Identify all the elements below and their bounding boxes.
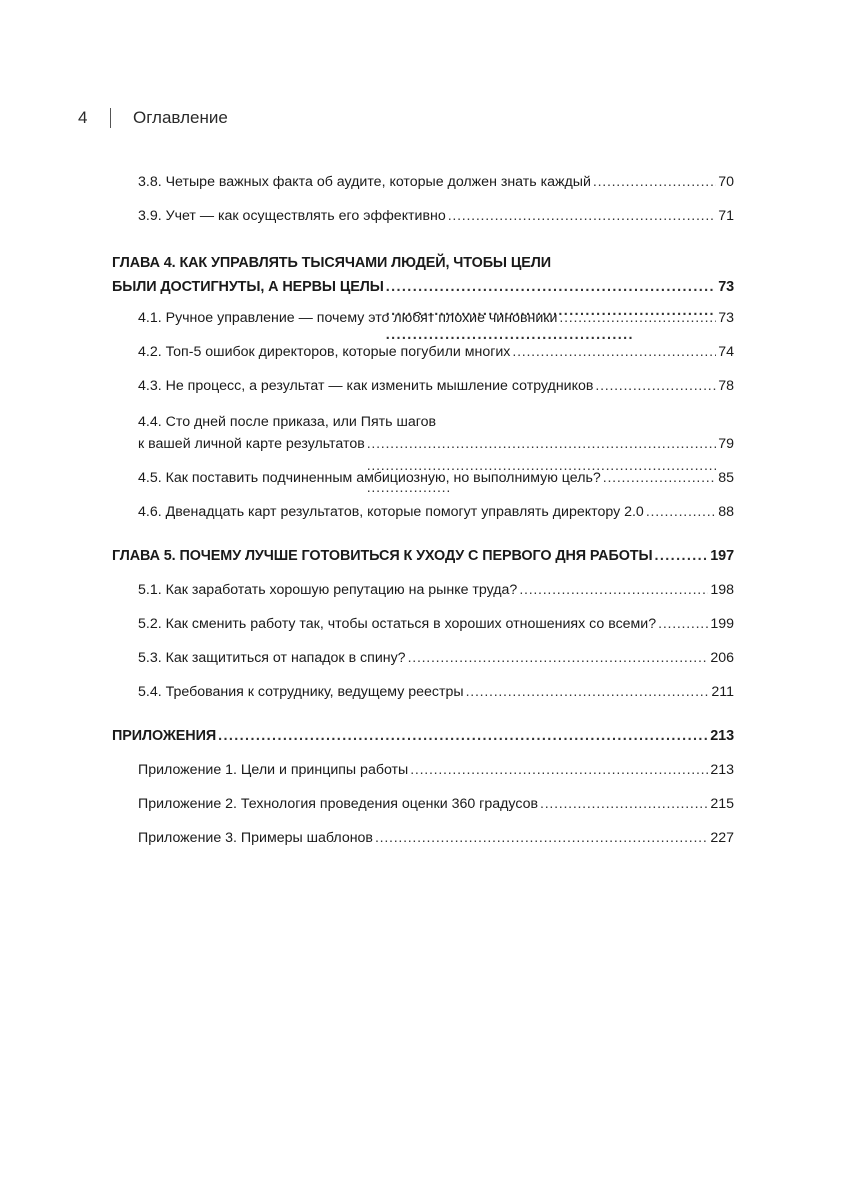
table-of-contents bbox=[112, 171, 734, 861]
dot-leader bbox=[408, 647, 709, 669]
dot-leader bbox=[595, 375, 716, 397]
toc-entry-title: 3.9. Учет — как осуществлять его эффективно bbox=[138, 208, 446, 224]
dot-leader bbox=[466, 681, 710, 703]
toc-entry-5-3[interactable] bbox=[112, 647, 734, 681]
toc-entry-title: 5.4. Требования к сотруднику, ведущему реестры bbox=[138, 684, 464, 700]
toc-entry-page: 215 bbox=[710, 796, 734, 812]
toc-chapter-page: 213 bbox=[710, 728, 734, 744]
toc-entry-5-4[interactable] bbox=[112, 681, 734, 715]
toc-entry-page: 79 bbox=[718, 436, 734, 452]
toc-entry-page: 206 bbox=[710, 650, 734, 666]
toc-entry-title: 5.1. Как заработать хорошую репутацию на рынке труда? bbox=[138, 582, 518, 598]
toc-entry-title: 4.6. Двенадцать карт результатов, которые помогут управлять директору 2.0 bbox=[138, 504, 644, 520]
header-divider bbox=[110, 108, 111, 128]
toc-chapter-title-line1: ГЛАВА 4. КАК УПРАВЛЯТЬ ТЫСЯЧАМИ ЛЮДЕЙ, ЧТОБЫ ЦЕЛИ bbox=[112, 255, 551, 271]
toc-appendix-1[interactable] bbox=[112, 759, 734, 793]
toc-chapter-5[interactable] bbox=[112, 545, 734, 579]
toc-entry-title-line2: к вашей личной карте результатов bbox=[138, 436, 365, 452]
toc-entry-title-line1: 4.4. Сто дней после приказа, или Пять шагов bbox=[138, 414, 437, 430]
section-title: Оглавление bbox=[133, 108, 228, 127]
toc-entry-page: 74 bbox=[718, 344, 734, 360]
toc-entry-page: 71 bbox=[718, 208, 734, 224]
toc-entry-4-6[interactable] bbox=[112, 501, 734, 535]
toc-entry-title: 4.2. Топ-5 ошибок директоров, которые погубили многих bbox=[138, 344, 511, 360]
toc-entry-page: 70 bbox=[718, 174, 734, 190]
toc-entry-page: 227 bbox=[710, 830, 734, 846]
dot-leader bbox=[654, 545, 708, 567]
toc-entry-5-1[interactable] bbox=[112, 579, 734, 613]
dot-leader bbox=[367, 433, 716, 499]
toc-chapter-page: 73 bbox=[718, 279, 734, 295]
toc-chapter-4[interactable] bbox=[112, 251, 734, 307]
toc-entry-title: Приложение 1. Цели и принципы работы bbox=[138, 762, 409, 778]
toc-entry-5-2[interactable] bbox=[112, 613, 734, 647]
dot-leader bbox=[218, 725, 708, 747]
toc-entry-title: 4.3. Не процесс, а результат — как изменить мышление сотрудников bbox=[138, 378, 594, 394]
dot-leader bbox=[512, 341, 716, 363]
page-header bbox=[78, 106, 228, 130]
toc-entry-title: 5.2. Как сменить работу так, чтобы остаться в хороших отношениях со всеми? bbox=[138, 616, 657, 632]
toc-entry-page: 198 bbox=[710, 582, 734, 598]
toc-entry-3-8[interactable] bbox=[112, 171, 734, 205]
toc-entry-page: 78 bbox=[718, 378, 734, 394]
dot-leader bbox=[593, 171, 716, 193]
toc-chapter-page: 197 bbox=[710, 548, 734, 564]
toc-entry-4-4[interactable] bbox=[112, 411, 734, 467]
toc-entry-page: 213 bbox=[710, 762, 734, 778]
toc-entry-page: 199 bbox=[710, 616, 734, 632]
toc-entry-4-2[interactable] bbox=[112, 341, 734, 375]
toc-entry-title: 3.8. Четыре важных факта об аудите, которые должен знать каждый bbox=[138, 174, 591, 190]
toc-entry-page: 88 bbox=[718, 504, 734, 520]
toc-entry-page: 211 bbox=[711, 684, 734, 700]
toc-entry-4-3[interactable] bbox=[112, 375, 734, 409]
dot-leader bbox=[540, 793, 708, 815]
toc-entry-page: 73 bbox=[718, 310, 734, 326]
toc-chapter-title-line2: БЫЛИ ДОСТИГНУТЫ, А НЕРВЫ ЦЕЛЫ bbox=[112, 279, 384, 295]
toc-entry-title: Приложение 2. Технология проведения оценки 360 градусов bbox=[138, 796, 539, 812]
toc-entry-title: Приложение 3. Примеры шаблонов bbox=[138, 830, 373, 846]
toc-chapter-title: ПРИЛОЖЕНИЯ bbox=[112, 728, 217, 744]
toc-appendix-2[interactable] bbox=[112, 793, 734, 827]
toc-entry-title: 5.3. Как защититься от нападок в спину? bbox=[138, 650, 406, 666]
toc-appendices[interactable] bbox=[112, 725, 734, 759]
dot-leader bbox=[658, 613, 708, 635]
toc-entry-3-9[interactable] bbox=[112, 205, 734, 239]
dot-leader bbox=[410, 759, 708, 781]
dot-leader bbox=[646, 501, 716, 523]
dot-leader bbox=[375, 827, 708, 849]
toc-entry-page: 85 bbox=[718, 470, 734, 486]
dot-leader bbox=[448, 205, 716, 227]
dot-leader bbox=[519, 579, 708, 601]
dot-leader bbox=[603, 467, 716, 489]
dot-leader bbox=[559, 307, 716, 329]
toc-entry-title: 4.1. Ручное управление — почему это любят плохие чиновники bbox=[138, 310, 558, 326]
toc-entry-title: 4.5. Как поставить подчиненным амбициозную, но выполнимую цель? bbox=[138, 470, 601, 486]
toc-chapter-title: ГЛАВА 5. ПОЧЕМУ ЛУЧШЕ ГОТОВИТЬСЯ К УХОДУ С ПЕРВОГО ДНЯ РАБОТЫ bbox=[112, 548, 653, 564]
page-number: 4 bbox=[78, 108, 88, 127]
toc-appendix-3[interactable] bbox=[112, 827, 734, 861]
